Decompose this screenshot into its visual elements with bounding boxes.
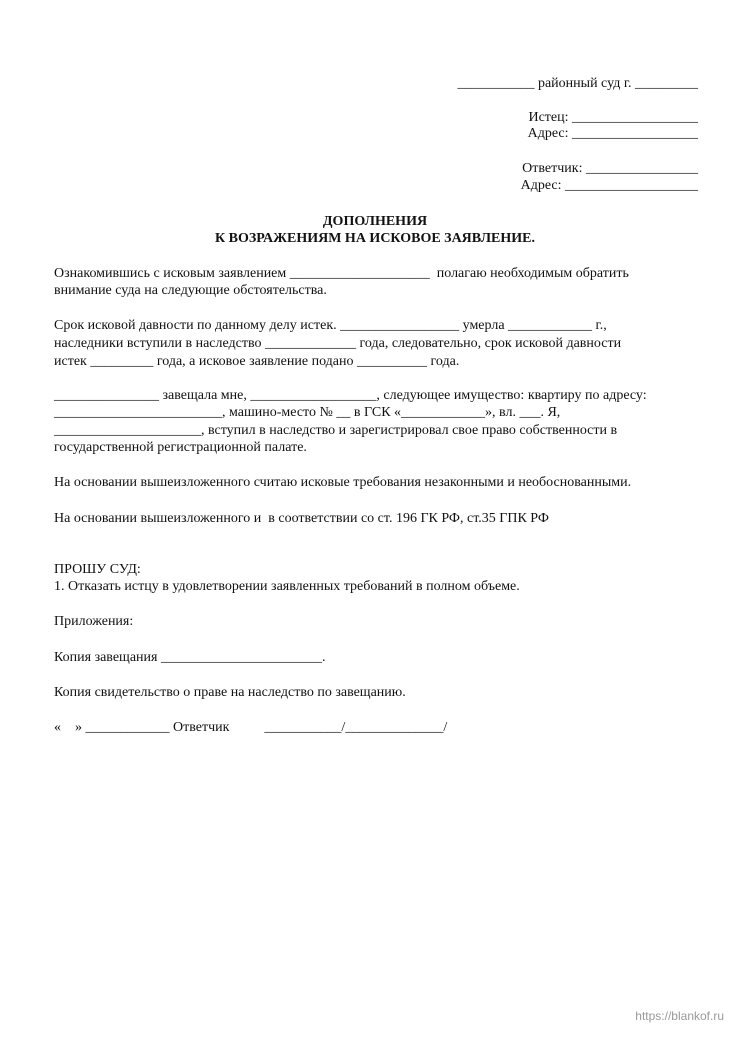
document-subtitle: К ВОЗРАЖЕНИЯМ НА ИСКОВОЕ ЗАЯВЛЕНИЕ. xyxy=(215,231,535,246)
paragraph-5: На основании вышеизложенного и в соответствии со ст. 196 ГК РФ, ст.35 ГПК РФ xyxy=(54,511,549,526)
plaintiff-line: Истец: __________________ xyxy=(528,110,698,125)
paragraph-3-line-2: ________________________, машино-место № __ в ГСК «____________», вл. ___. Я, xyxy=(54,405,561,420)
paragraph-2-line-2: наследники вступили в наследство _____________ года, следовательно, срок исковой давности xyxy=(54,336,622,351)
request-title: ПРОШУ СУД: xyxy=(54,562,141,577)
defendant-address-line: Адрес: ___________________ xyxy=(520,178,698,193)
plaintiff-address-line: Адрес: __________________ xyxy=(527,126,698,141)
defendant-line: Ответчик: ________________ xyxy=(522,161,698,176)
watermark: https://blankof.ru xyxy=(635,1009,724,1023)
attachments-title: Приложения: xyxy=(54,614,134,629)
paragraph-3-line-1: _______________ завещала мне, __________________, следующее имущество: квартиру по адресу: xyxy=(54,388,647,403)
paragraph-3-line-3: _____________________, вступил в наследство и зарегистрировал свое право собственности в xyxy=(54,423,618,438)
attachment-1: Копия завещания _______________________. xyxy=(54,650,326,665)
paragraph-3-line-4: государственной регистрационной палате. xyxy=(54,440,307,455)
court-line: ___________ районный суд г. _________ xyxy=(457,76,698,91)
paragraph-2-line-1: Срок исковой давности по данному делу истек. _________________ умерла ____________ г., xyxy=(54,318,607,333)
signature-line: « » ____________ Ответчик ___________/______________/ xyxy=(54,720,448,735)
paragraph-2-line-3: истек _________ года, а исковое заявление подано __________ года. xyxy=(54,354,460,369)
paragraph-1-line-2: внимание суда на следующие обстоятельства. xyxy=(54,283,327,298)
paragraph-1-line-1: Ознакомившись с исковым заявлением ____________________ полагаю необходимым обратить xyxy=(54,266,629,281)
attachment-2: Копия свидетельство о праве на наследство по завещанию. xyxy=(54,685,406,700)
request-item-1: 1. Отказать истцу в удовлетворении заявленных требований в полном объеме. xyxy=(54,579,520,594)
paragraph-4: На основании вышеизложенного считаю исковые требования незаконными и необоснованными. xyxy=(54,475,632,490)
document-title: ДОПОЛНЕНИЯ xyxy=(322,214,428,229)
